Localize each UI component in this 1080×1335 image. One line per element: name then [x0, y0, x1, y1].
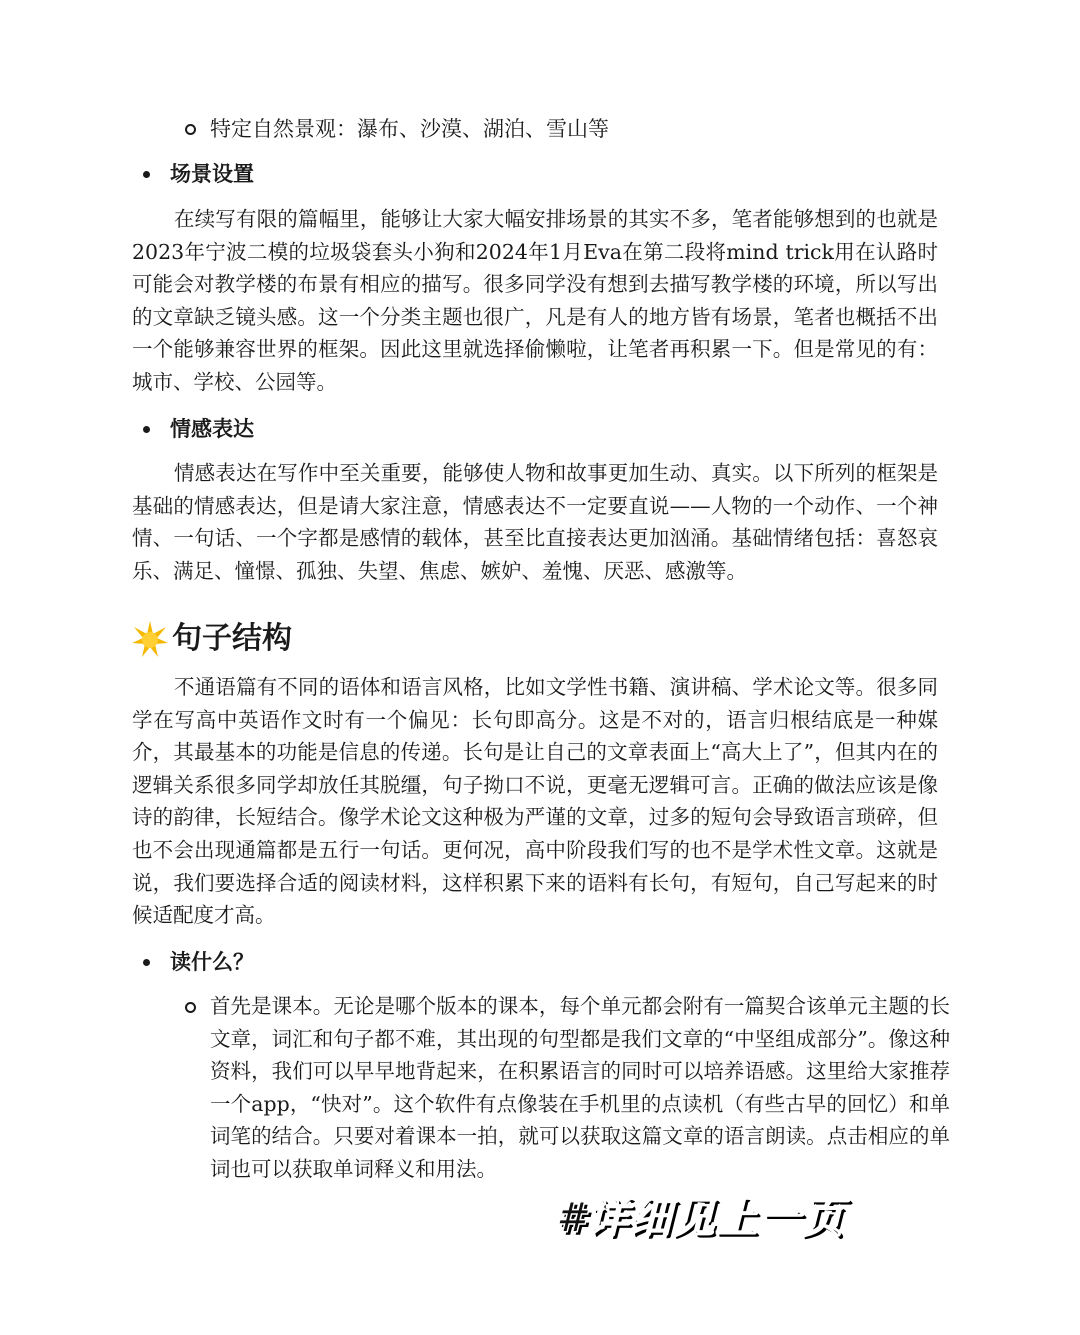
section-title-text: 句子结构: [172, 621, 292, 656]
read-heading: [143, 946, 254, 978]
emotion-heading: [143, 413, 254, 445]
textbook-paragraph: 首先是课本。无论是哪个版本的课本，每个单元都会附有一篇契合该单元主题的长文章，词汇和句子都不难，其出现的句型都是我们文章的“中坚组成部分”。像这种资料，我们可以早早地背起来，在积累语言的同时可以培养语感。这里给大家推荐一个app，“快对”。这个软件有点像装在手机里的点读机（有些古早的回忆）和单词笔的结合。只要对着课本一拍，就可以获取这篇文章的语言朗读。点击相应的单词也可以获取单词释义和用法。: [210, 994, 950, 1181]
textbook-item: [185, 990, 950, 1186]
scene-heading-text: 场景设置: [170, 161, 254, 186]
sentence-structure-title: [130, 616, 292, 662]
star-icon: [130, 619, 170, 659]
hollow-bullet-icon: [185, 1002, 196, 1013]
hashtag-overlay: #详细见上一页: [556, 1193, 845, 1242]
scene-heading: [143, 158, 254, 190]
bullet-icon: [143, 171, 150, 178]
emotion-heading-text: 情感表达: [170, 416, 254, 441]
bullet-icon: [143, 426, 150, 433]
natural-landscape-text: 特定自然景观：瀑布、沙漠、湖泊、雪山等: [210, 117, 609, 141]
emotion-paragraph: 情感表达在写作中至关重要，能够使人物和故事更加生动、真实。以下所列的框架是基础的情感表达，但是请大家注意，情感表达不一定要直说——人物的一个动作、一个神情、一句话、一个字都是感情的载体，甚至比直接表达更加汹涌。基础情绪包括：喜怒哀乐、满足、憧憬、孤独、失望、焦虑、嫉妒、羞愧、厌恶、感激等。: [132, 461, 938, 583]
scene-paragraph: 在续写有限的篇幅里，能够让大家大幅安排场景的其实不多，笔者能够想到的也就是2023年宁波二模的垃圾袋套头小狗和2024年1月Eva在第二段将mind trick用在认路时可能会对教学楼的布景有相应的描写。很多同学没有想到去描写教学楼的环境，所以写出的文章缺乏镜头感。这一个分类主题也很广，凡是有人的地方皆有场景，笔者也概括不出一个能够兼容世界的框架。因此这里就选择偷懒啦，让笔者再积累一下。但是常见的有：城市、学校、公园等。: [132, 207, 938, 394]
natural-landscape-item: [185, 113, 609, 145]
hollow-bullet-icon: [185, 124, 196, 135]
read-heading-text: 读什么？: [170, 949, 254, 974]
bullet-icon: [143, 959, 150, 966]
sentence-structure-paragraph: 不通语篇有不同的语体和语言风格，比如文学性书籍、演讲稿、学术论文等。很多同学在写高中英语作文时有一个偏见：长句即高分。这是不对的，语言归根结底是一种媒介，其最基本的功能是信息的传递。长句是让自己的文章表面上“高大上了”，但其内在的逻辑关系很多同学却放任其脱缰，句子拗口不说，更毫无逻辑可言。正确的做法应该是像诗的韵律，长短结合。像学术论文这种极为严谨的文章，过多的短句会导致语言琐碎，但也不会出现通篇都是五行一句话。更何况，高中阶段我们写的也不是学术性文章。这就是说，我们要选择合适的阅读材料，这样积累下来的语料有长句，有短句，自己写起来的时候适配度才高。: [132, 675, 938, 928]
